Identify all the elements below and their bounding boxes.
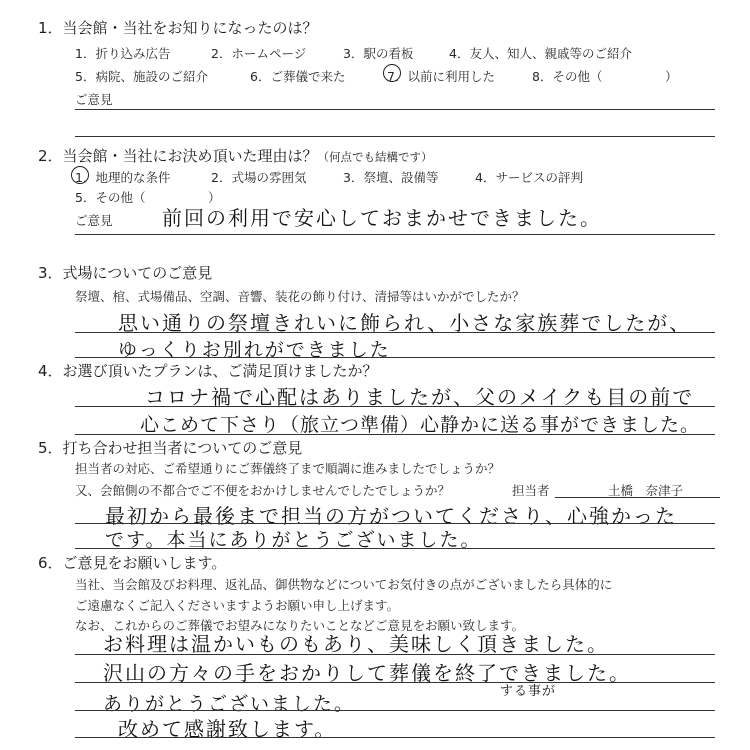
q1-opinion-label: ご意見: [75, 92, 113, 107]
q1-option-5: 5．病院、施設のご紹介: [75, 69, 208, 84]
q4-title: 4．お選び頂いたプランは、ご満足頂けましたか？: [38, 362, 378, 380]
answer-line: [75, 710, 715, 711]
q1-option-2: 2．ホームページ: [211, 46, 307, 61]
q3-prompt: 祭壇、棺、式場備品、空調、音響、装花の飾り付け、清掃等はいかがでしたか？: [75, 289, 525, 304]
q6-handwritten-line-2: 沢山の方々の手をおかりして葬儀を終了できました。: [103, 661, 631, 685]
q6-title: 6．ご意見をお願いします。: [38, 554, 227, 572]
q5-title: 5．打ち合わせ担当者についてのご意見: [38, 439, 303, 457]
q4-handwritten-line-1: コロナ禍で心配はありましたが、父のメイクも目の前で: [145, 385, 695, 409]
answer-line: [75, 109, 715, 110]
q6-handwritten-line-3: ありがとうございました。: [103, 693, 356, 715]
q6-prompt-3: なお、これからのご葬儀でお望みになりたいことなどご意見をお願い致します。: [75, 618, 525, 633]
q2-option-4: 4．サービスの評判: [475, 170, 583, 185]
answer-line: [75, 136, 715, 137]
answer-line: [75, 234, 715, 235]
q1-option-8: 8．その他（ ）: [532, 69, 678, 84]
answer-line: [75, 357, 715, 358]
q2-option-2: 2．式場の雰囲気: [211, 170, 307, 185]
q5-handwritten-line-2: です。本当にありがとうございました。: [105, 529, 482, 551]
answer-line: [75, 548, 715, 549]
q6-handwritten-line-4: 改めて感謝致します。: [118, 717, 337, 741]
q2-option-5: 5．その他（ ）: [75, 190, 221, 205]
q3-handwritten-line-2: ゆっくりお別れができました: [118, 339, 391, 361]
q2-title: [38, 145, 433, 166]
q2-option-1: 1．地理的な条件: [75, 170, 171, 185]
answer-line: [75, 434, 715, 435]
answer-line: [75, 406, 715, 407]
q5-prompt-2: 又、会館側の不都合でご不便をおかけしませんでしたでしょうか？: [75, 483, 451, 498]
q6-handwritten-insert: する事が: [500, 684, 557, 699]
q1-option-1: 1．折り込み広告: [75, 46, 171, 61]
q1-option-4: 4．友人、知人、親戚等のご紹介: [449, 46, 632, 61]
q2-option-3: 3．祭壇、設備等: [343, 170, 439, 185]
answer-line: [75, 332, 715, 333]
q6-handwritten-line-1: お料理は温かいものもあり、美味しく頂きました。: [103, 632, 609, 656]
q3-handwritten-line-1: 思い通りの祭壇きれいに飾られ、小さな家族葬でしたが、: [118, 311, 692, 335]
staff-underline: [555, 497, 720, 498]
q5-prompt-1: 担当者の対応、ご希望通りにご葬儀終了まで順調に進みましたでしょうか？: [75, 461, 501, 476]
q5-handwritten-line-1: 最初から最後まで担当の方がついてくださり、心強かった: [105, 504, 677, 528]
answer-line: [75, 737, 715, 738]
q6-prompt-2: ご遠慮なくご記入くださいますようお願い申し上げます。: [75, 598, 400, 613]
answer-line: [75, 654, 715, 655]
q1-option-7: 7．以前に利用した: [387, 69, 495, 84]
q6-prompt-1: 当社、当会館及びお料理、返礼品、御供物などについてお気付きの点がございましたら具体的に: [75, 577, 613, 592]
q2-note: （何点でも結構です）: [317, 150, 433, 164]
q1-title: 1．当会館・当社をお知りになったのは？: [38, 19, 318, 37]
q5-staff-label: 担当者: [512, 483, 550, 498]
answer-line: [75, 682, 715, 683]
q1-option-6: 6．ご葬儀で来た: [250, 69, 346, 84]
q2-title-text: 2．当会館・当社にお決め頂いた理由は？: [38, 147, 318, 165]
q2-opinion-label: ご意見: [75, 213, 113, 228]
q4-handwritten-line-2: 心こめて下さり（旅立つ準備）心静かに送る事ができました。: [140, 414, 701, 436]
q3-title: 3．式場についてのご意見: [38, 264, 213, 282]
q1-option-3: 3．駅の看板: [343, 46, 414, 61]
q2-handwritten-answer: 前回の利用で安心しておまかせできました。: [162, 206, 602, 230]
answer-line: [75, 523, 715, 524]
q5-staff-name: 土橋 奈津子: [608, 483, 684, 498]
